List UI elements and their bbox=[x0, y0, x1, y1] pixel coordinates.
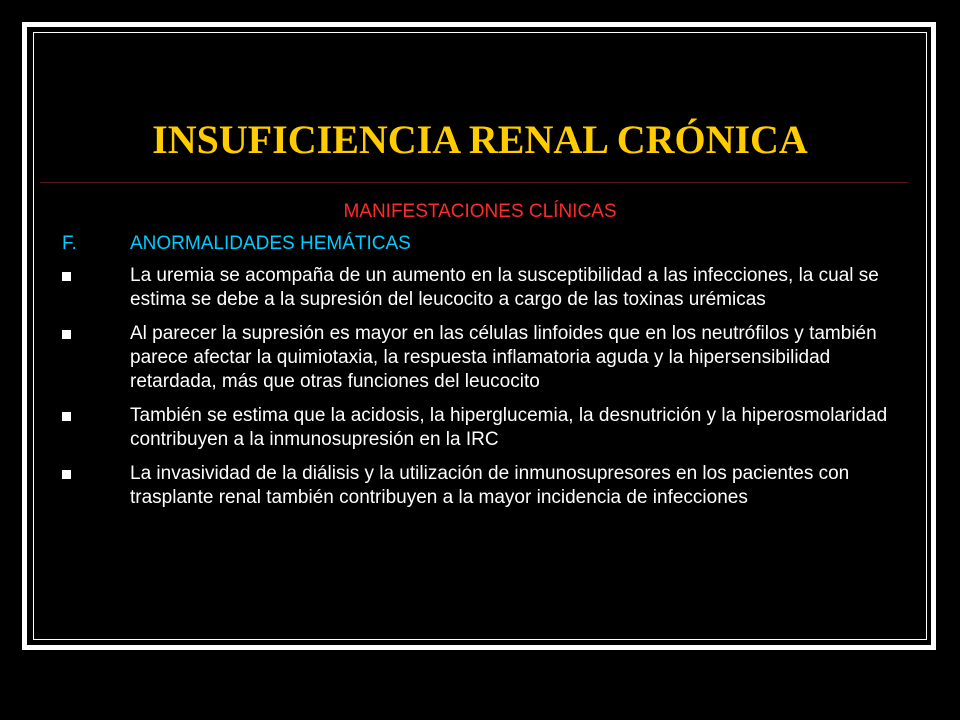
section-heading bbox=[62, 232, 411, 256]
square-bullet-icon bbox=[62, 470, 71, 479]
bullet-text: La uremia se acompaña de un aumento en la susceptibilidad a las infecciones, la cual se estima se debe a la supresión del leucocito a cargo de las toxinas urémicas bbox=[130, 265, 879, 310]
section-letter: F. bbox=[62, 233, 77, 254]
slide-subtitle: MANIFESTACIONES CLÍNICAS bbox=[343, 201, 617, 222]
title-divider bbox=[40, 182, 908, 183]
bullet-text: También se estima que la acidosis, la hiperglucemia, la desnutrición y la hiperosmolaridad contribuyen a la inmunosupresión en la IRC bbox=[130, 405, 888, 450]
bullet-item bbox=[62, 264, 912, 312]
bullet-item bbox=[62, 462, 912, 510]
bullet-text: Al parecer la supresión es mayor en las células linfoides que en los neutrófilos y también parece afectar la quimiotaxia, la respuesta inflamatoria aguda y la hipersensibilidad retardada, más que otras funciones del leucocito bbox=[130, 323, 877, 392]
section-heading-text: ANORMALIDADES HEMÁTICAS bbox=[130, 233, 411, 254]
square-bullet-icon bbox=[62, 330, 71, 339]
square-bullet-icon bbox=[62, 412, 71, 421]
bullet-list bbox=[62, 264, 912, 520]
slide-title: INSUFICIENCIA RENAL CRÓNICA bbox=[152, 117, 808, 162]
bullet-text: La invasividad de la diálisis y la utilización de inmunosupresores en los pacientes con trasplante renal también contribuyen a la mayor incidencia de infecciones bbox=[130, 463, 850, 508]
bullet-item bbox=[62, 404, 912, 452]
bullet-item bbox=[62, 322, 912, 394]
square-bullet-icon bbox=[62, 272, 71, 281]
